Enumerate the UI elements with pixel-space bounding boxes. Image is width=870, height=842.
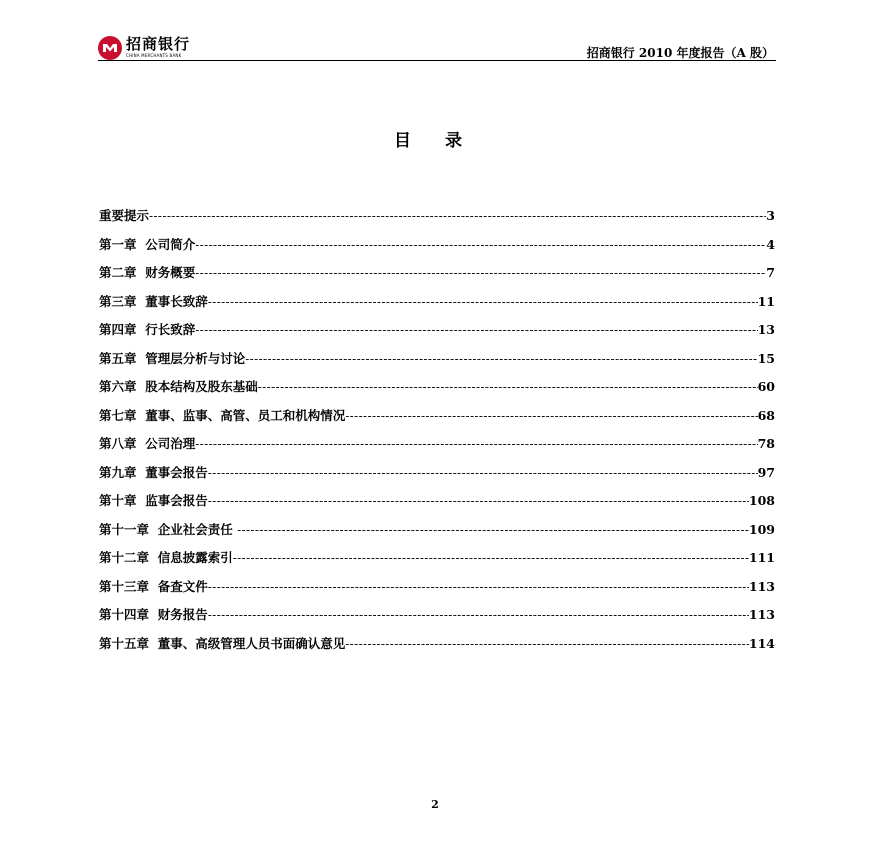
bank-logo-icon xyxy=(98,36,122,60)
toc-entry-page: 11 xyxy=(757,293,775,309)
table-of-contents xyxy=(99,206,775,662)
toc-entry-page: 4 xyxy=(766,236,775,252)
toc-dot-leader xyxy=(208,295,758,309)
toc-entry-label: 第八章 公司治理 xyxy=(99,436,196,451)
toc-entry-label: 第十三章 备查文件 xyxy=(99,578,208,594)
toc-entry[interactable] xyxy=(99,491,775,520)
toc-entry-page: 3 xyxy=(766,208,775,223)
toc-entry-label: 第三章 董事长致辞 xyxy=(99,293,208,309)
toc-entry-label: 第六章 股本结构及股东基础 xyxy=(99,379,258,394)
toc-dot-leader xyxy=(233,551,749,565)
toc-entry-label: 第一章 公司简介 xyxy=(99,236,196,252)
toc-entry-page: 113 xyxy=(748,607,775,622)
page-number: 2 xyxy=(431,798,439,811)
toc-dot-leader xyxy=(208,466,758,480)
toc-entry-label: 第七章 董事、监事、高管、员工和机构情况 xyxy=(99,407,346,423)
toc-entry-label: 第五章 管理层分析与讨论 xyxy=(99,350,246,366)
toc-entry-page: 13 xyxy=(757,322,775,337)
report-title: 招商银行 2010 年度报告（A 股） xyxy=(586,46,774,60)
toc-entry-page: 60 xyxy=(757,379,775,394)
toc-entry[interactable] xyxy=(99,577,775,606)
toc-entry[interactable] xyxy=(99,634,775,663)
toc-dot-leader xyxy=(345,409,757,423)
toc-entry[interactable] xyxy=(99,320,775,349)
toc-entry-label: 第四章 行长致辞 xyxy=(99,322,196,337)
toc-entry[interactable] xyxy=(99,463,775,492)
logo-subtitle: CHINA MERCHANTS BANK xyxy=(126,53,182,58)
toc-dot-leader xyxy=(237,523,749,537)
toc-dot-leader xyxy=(258,380,758,394)
page-header xyxy=(98,32,776,61)
toc-dot-leader xyxy=(208,608,749,622)
toc-dot-leader xyxy=(208,494,749,508)
toc-dot-leader xyxy=(195,323,757,337)
logo-name: 招商银行 xyxy=(126,35,191,53)
toc-heading: 目 录 xyxy=(394,131,476,151)
toc-dot-leader xyxy=(195,238,766,252)
toc-entry[interactable] xyxy=(99,548,775,577)
toc-dot-leader xyxy=(245,352,757,366)
toc-entry[interactable] xyxy=(99,263,775,292)
toc-entry[interactable] xyxy=(99,349,775,378)
toc-entry[interactable] xyxy=(99,292,775,321)
toc-entry-page: 114 xyxy=(748,635,775,651)
toc-entry-label: 第十四章 财务报告 xyxy=(99,607,208,622)
toc-entry[interactable] xyxy=(99,520,775,549)
toc-entry-label: 第十章 监事会报告 xyxy=(99,493,208,508)
toc-entry-page: 15 xyxy=(757,350,775,366)
toc-entry[interactable] xyxy=(99,605,775,634)
toc-entry-label: 重要提示 xyxy=(99,208,150,223)
toc-entry-label: 第十五章 董事、高级管理人员书面确认意见 xyxy=(99,635,346,651)
toc-entry[interactable] xyxy=(99,434,775,463)
toc-dot-leader xyxy=(208,580,749,594)
toc-entry-page: 108 xyxy=(748,493,775,508)
toc-dot-leader xyxy=(345,637,749,651)
toc-entry-label: 第二章 财务概要 xyxy=(99,265,196,280)
bank-logo xyxy=(98,36,218,60)
toc-entry-page: 97 xyxy=(757,464,775,480)
toc-entry-page: 111 xyxy=(748,550,775,565)
toc-entry-label: 第九章 董事会报告 xyxy=(99,464,208,480)
toc-entry[interactable] xyxy=(99,406,775,435)
toc-entry[interactable] xyxy=(99,206,775,235)
toc-entry[interactable] xyxy=(99,235,775,264)
toc-entry-label: 第十二章 信息披露索引 xyxy=(99,550,233,565)
toc-entry-page: 78 xyxy=(757,436,775,451)
toc-entry-page: 109 xyxy=(748,521,775,537)
toc-entry[interactable] xyxy=(99,377,775,406)
toc-entry-page: 113 xyxy=(748,578,775,594)
toc-entry-page: 68 xyxy=(757,407,775,423)
toc-dot-leader xyxy=(195,266,766,280)
toc-entry-page: 7 xyxy=(766,265,775,280)
toc-dot-leader xyxy=(195,437,757,451)
toc-entry-label: 第十一章 企业社会责任 xyxy=(99,521,238,537)
toc-dot-leader xyxy=(149,209,766,223)
